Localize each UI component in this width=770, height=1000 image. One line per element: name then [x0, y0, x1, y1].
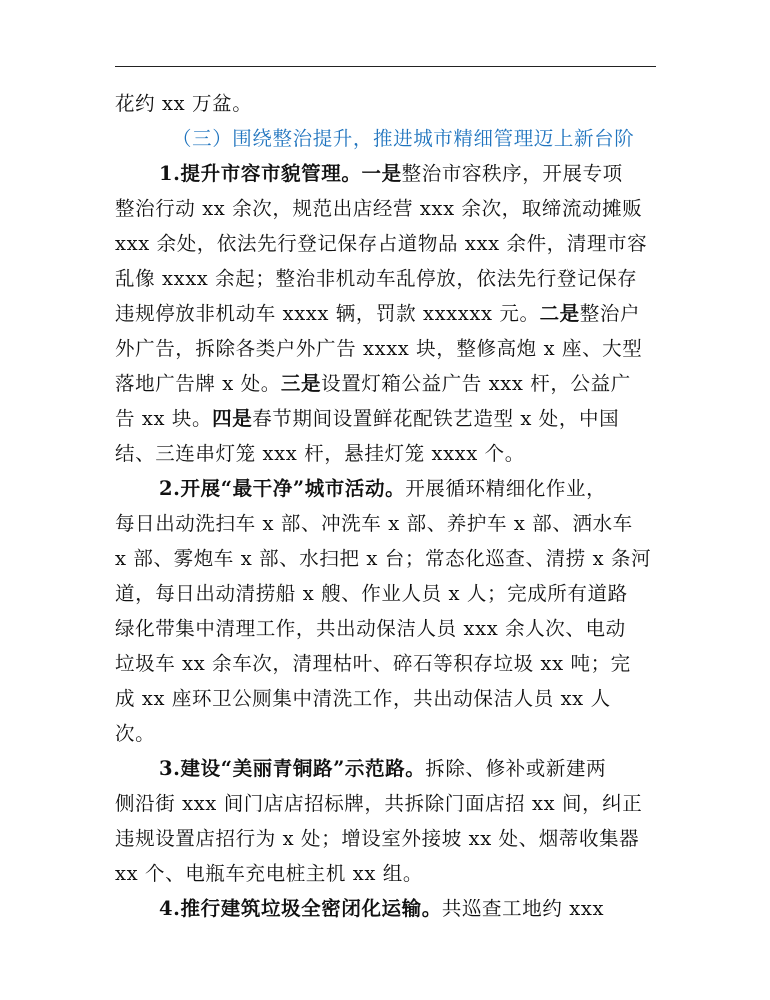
paragraph-line: 2.开展“最干净”城市活动。开展循环精细化作业，	[159, 477, 607, 500]
paragraph-line: 3.建设“美丽青铜路”示范路。拆除、修补或新建两	[159, 757, 607, 780]
emphasis-marker: 一是	[361, 162, 402, 185]
paragraph-line: xxx 余处，依法先行登记保存占道物品 xxx 余件，清理市容	[115, 232, 648, 255]
item-3	[115, 751, 660, 891]
paragraph-line: 违规设置店招行为 x 处；增设室外接坡 xx 处、烟蒂收集器	[115, 827, 640, 850]
paragraph-line: 次。	[115, 722, 156, 745]
item-title: 3.建设“美丽青铜路”示范路。	[159, 757, 426, 780]
paragraph-line: 违规停放非机动车 xxxx 辆，罚款 xxxxxx 元。二是整治户	[115, 302, 641, 325]
paragraph-line: 绿化带集中清理工作，共出动保洁人员 xxx 余人次、电动	[115, 617, 626, 640]
paragraph-line: 乱像 xxxx 余起；整治非机动车乱停放，依法先行登记保存	[115, 267, 638, 290]
item-title: 1.提升市容市貌管理。	[159, 162, 362, 185]
paragraph-line: 1.提升市容市貌管理。一是整治市容秩序，开展专项	[159, 162, 623, 185]
item-1	[115, 156, 660, 471]
paragraph-line: 外广告，拆除各类户外广告 xxxx 块，整修高炮 x 座、大型	[115, 337, 643, 360]
paragraph-line: 垃圾车 xx 余车次，清理枯叶、碎石等积存垃圾 xx 吨；完	[115, 652, 631, 675]
emphasis-marker: 四是	[212, 407, 253, 430]
item-title: 4.推行建筑垃圾全密闭化运输。	[159, 897, 442, 920]
paragraph-line: 每日出动洗扫车 x 部、冲洗车 x 部、养护车 x 部、洒水车	[115, 512, 633, 535]
item-title: 2.开展“最干净”城市活动。	[159, 477, 406, 500]
document-body	[115, 86, 660, 926]
item-2	[115, 471, 660, 751]
section-heading: （三）围绕整治提升，推进城市精细管理迈上新台阶	[172, 127, 635, 150]
paragraph-line: x 部、雾炮车 x 部、水扫把 x 台；常态化巡查、清捞 x 条河	[115, 547, 652, 570]
item-4	[115, 891, 660, 926]
intro-line: 花约 xx 万盆。	[115, 92, 253, 115]
emphasis-marker: 三是	[280, 372, 322, 395]
header-rule	[115, 66, 656, 67]
paragraph-line: 成 xx 座环卫公厕集中清洗工作，共出动保洁人员 xx 人	[115, 687, 611, 710]
paragraph-line: 整治行动 xx 余次，规范出店经营 xxx 余次，取缔流动摊贩	[115, 197, 643, 220]
paragraph-line: 侧沿街 xxx 间门店店招标牌，共拆除门面店招 xx 间，纠正	[115, 792, 643, 815]
paragraph-line: 结、三连串灯笼 xxx 杆，悬挂灯笼 xxxx 个。	[115, 442, 525, 465]
emphasis-marker: 二是	[539, 302, 580, 325]
paragraph-line: 告 xx 块。四是春节期间设置鲜花配铁艺造型 x 处，中国	[115, 407, 620, 430]
paragraph-line: 落地广告牌 x 处。三是设置灯箱公益广告 xxx 杆，公益广	[115, 372, 631, 395]
paragraph-line: 道，每日出动清捞船 x 艘、作业人员 x 人；完成所有道路	[115, 582, 628, 605]
paragraph-line: xx 个、电瓶车充电桩主机 xx 组。	[115, 862, 423, 885]
paragraph-line: 4.推行建筑垃圾全密闭化运输。共巡查工地约 xxx	[159, 897, 605, 920]
